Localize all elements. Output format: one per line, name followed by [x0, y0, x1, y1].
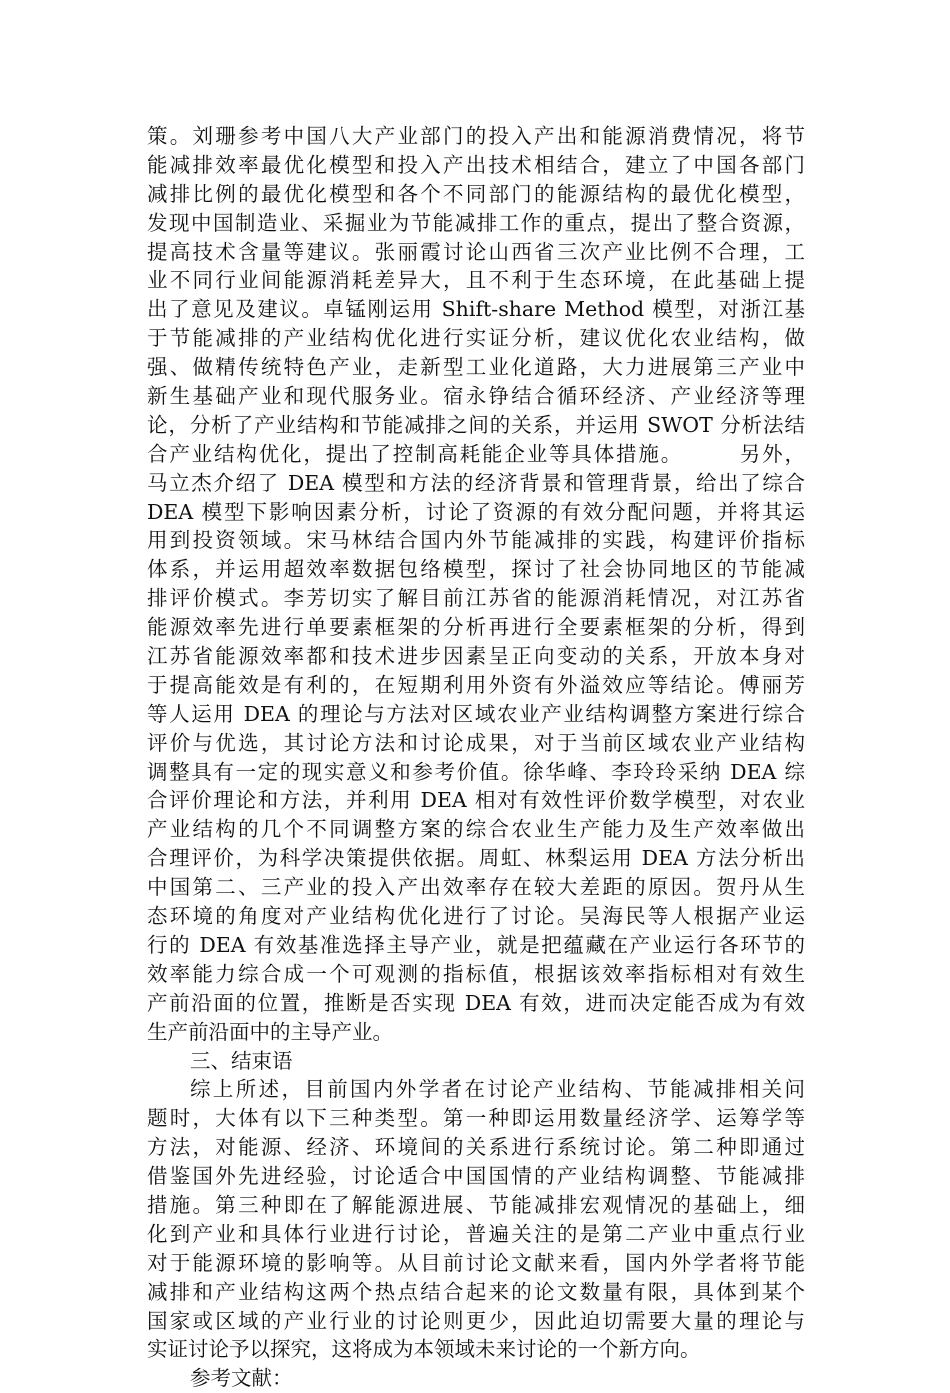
text-line: 发现中国制造业、采掘业为节能减排工作的重点，提出了整合资源， [147, 210, 805, 235]
text-line: 国家或区域的产业行业的讨论则更少，因此迫切需要大量的理论与 [147, 1308, 805, 1333]
text-line: 排评价模式。李芳切实了解目前江苏省的能源消耗情况，对江苏省 [147, 586, 805, 611]
text-line: 能源效率先进行单要素框架的分析再进行全要素框架的分析，得到 [147, 615, 805, 640]
text-line: 减排和产业结构这两个热点结合起来的论文数量有限，具体到某个 [147, 1279, 805, 1304]
text-line: 新生基础产业和现代服务业。宿永铮结合循环经济、产业经济等理 [147, 384, 805, 409]
text-line: 于节能减排的产业结构优化进行实证分析，建议优化农业结构，做 [147, 326, 805, 351]
text-line: 产业结构的几个不同调整方案的综合农业生产能力及生产效率做出 [147, 817, 805, 842]
text-line: 合产业结构优化，提出了控制高耗能企业等具体措施。 另外， [147, 441, 805, 466]
text-line: 马立杰介绍了 DEA 模型和方法的经济背景和管理背景，给出了综合 [147, 470, 805, 495]
body-paragraph-1 [147, 122, 805, 1047]
text-line: 合评价理论和方法，并利用 DEA 相对有效性评价数学模型，对农业 [147, 788, 805, 813]
text-line: 于提高能效是有利的，在短期利用外资有外溢效应等结论。傅丽芳 [147, 672, 805, 697]
text-line: 调整具有一定的现实意义和参考价值。徐华峰、李玲玲采纳 DEA 综 [147, 759, 805, 784]
body-paragraph-2 [147, 1075, 805, 1364]
text-line: 策。刘珊参考中国八大产业部门的投入产出和能源消费情况，将节 [147, 124, 805, 148]
text-line: 用到投资领域。宋马林结合国内外节能减排的实践，构建评价指标 [147, 528, 805, 553]
text-line: 方法，对能源、经济、环境间的关系进行系统讨论。第二种即通过 [147, 1135, 805, 1160]
document-page [147, 122, 805, 1393]
text-line: 评价与优选，其讨论方法和讨论成果，对于当前区域农业产业结构 [147, 730, 805, 755]
text-line: 借鉴国外先进经验，讨论适合中国国情的产业结构调整、节能减排 [147, 1164, 805, 1189]
text-line: 态环境的角度对产业结构优化进行了讨论。吴海民等人根据产业运 [147, 904, 805, 929]
text-line: 产前沿面的位置，推断是否实现 DEA 有效，进而决定能否成为有效 [147, 990, 805, 1015]
text-line: 业不同行业间能源消耗差异大，且不利于生态环境，在此基础上提 [147, 268, 805, 293]
text-line: 题时，大体有以下三种类型。第一种即运用数量经济学、运筹学等 [147, 1106, 805, 1131]
text-line: 综上所述，目前国内外学者在讨论产业结构、节能减排相关问 [190, 1077, 805, 1102]
text-line: 合理评价，为科学决策提供依据。周虹、林梨运用 DEA 方法分析出 [147, 846, 805, 871]
text-line: 能减排效率最优化模型和投入产出技术相结合，建立了中国各部门 [147, 152, 805, 177]
text-line: 减排比例的最优化模型和各个不同部门的能源结构的最优化模型， [147, 181, 805, 206]
text-line: 出了意见及建议。卓锰刚运用 Shift-share Method 模型，对浙江基 [147, 297, 805, 322]
section-heading: 三、结束语 [190, 1048, 293, 1073]
text-line: 生产前沿面中的主导产业。 [147, 1019, 393, 1044]
text-line: 措施。第三种即在了解能源进展、节能减排宏观情况的基础上，细 [147, 1192, 805, 1217]
text-line: 论，分析了产业结构和节能减排之间的关系，并运用 SWOT 分析法结 [147, 412, 805, 437]
text-line: DEA 模型下影响因素分析，讨论了资源的有效分配问题，并将其运 [147, 499, 805, 524]
text-line: 实证讨论予以探究，这将成为本领域未来讨论的一个新方向。 [147, 1337, 701, 1362]
text-line: 行的 DEA 有效基准选择主导产业，就是把蕴藏在产业运行各环节的 [147, 932, 805, 957]
text-line: 等人运用 DEA 的理论与方法对区域农业产业结构调整方案进行综合 [147, 701, 805, 726]
text-line: 化到产业和具体行业进行讨论，普遍关注的是第二产业中重点行业 [147, 1221, 805, 1246]
text-line: 提高技术含量等建议。张丽霞讨论山西省三次产业比例不合理，工 [147, 239, 805, 264]
text-line: 效率能力综合成一个可观测的指标值，根据该效率指标相对有效生 [147, 961, 805, 986]
text-line: 中国第二、三产业的投入产出效率存在较大差距的原因。贺丹从生 [147, 875, 805, 900]
text-line: 体系，并运用超效率数据包络模型，探讨了社会协同地区的节能减 [147, 557, 805, 582]
text-line: 江苏省能源效率都和技术进步因素呈正向变动的关系，开放本身对 [147, 644, 805, 669]
text-line: 对于能源环境的影响等。从目前讨论文献来看，国内外学者将节能 [147, 1250, 805, 1275]
text-line: 强、做精传统特色产业，走新型工业化道路，大力进展第三产业中 [147, 355, 805, 380]
references-label: 参考文献： [190, 1366, 293, 1391]
